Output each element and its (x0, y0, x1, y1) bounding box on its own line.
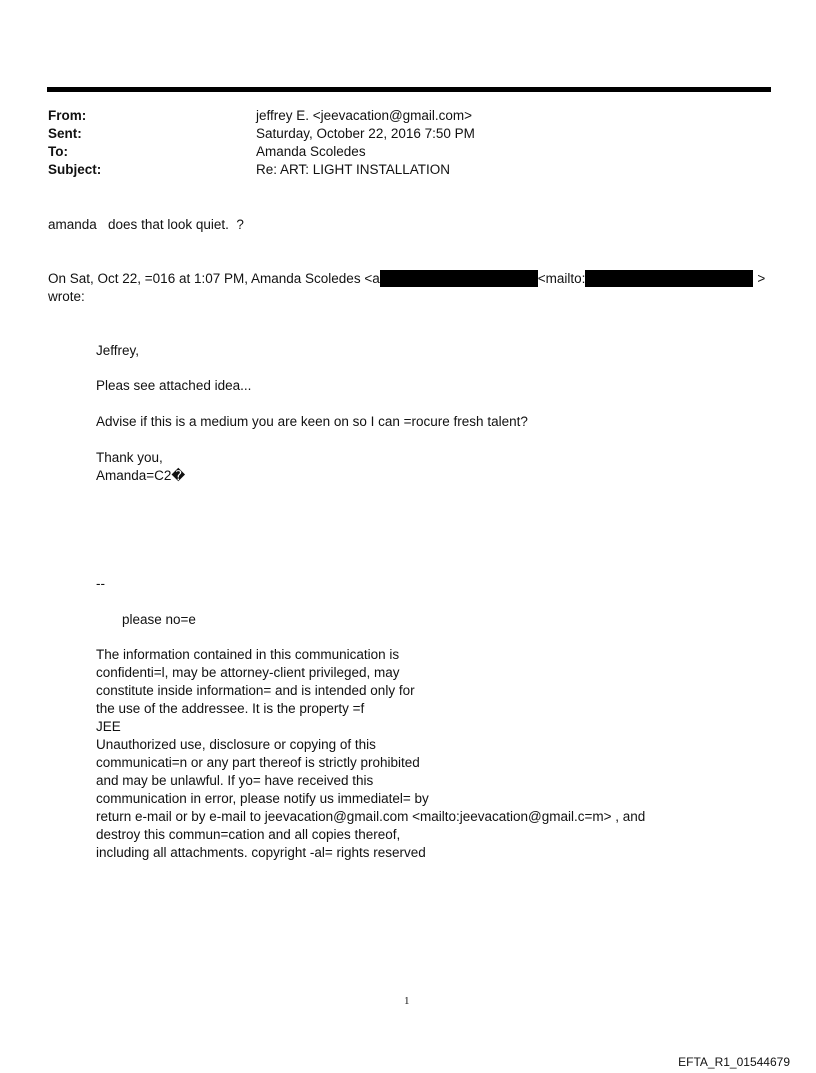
disclaimer-line: The information contained in this communication is (96, 647, 400, 662)
please-note: please no=e (122, 612, 196, 627)
message-line-1: Pleas see attached idea... (96, 378, 252, 393)
redaction-block (380, 270, 538, 287)
signature-separator: -- (96, 576, 105, 591)
disclaimer-line: communicati=n or any part thereof is strictly prohibited (96, 755, 420, 770)
email-header (48, 107, 475, 179)
disclaimer-line: including all attachments. copyright -al= rights reserved (96, 845, 426, 860)
from-label: From: (48, 108, 87, 123)
to-row (48, 143, 475, 161)
subject-label: Subject: (48, 162, 102, 177)
header-rule (47, 87, 771, 92)
redaction-block (585, 270, 753, 287)
disclaimer-line: Unauthorized use, disclosure or copying of this (96, 737, 376, 752)
quote-wrote: wrote: (48, 289, 85, 304)
disclaimer-line: confidenti=l, may be attorney-client privileged, may (96, 665, 400, 680)
sent-label: Sent: (48, 126, 82, 141)
from-value: jeffrey E. <jeevacation@gmail.com> (256, 108, 473, 123)
sent-row (48, 125, 475, 143)
message-greeting: Jeffrey, (96, 343, 140, 358)
from-row (48, 107, 475, 125)
quote-close: > (757, 271, 766, 286)
to-label: To: (48, 144, 68, 159)
page-number: 1 (404, 995, 410, 1007)
message-signature: Amanda=C2� (96, 468, 186, 483)
sent-value: Saturday, October 22, 2016 7:50 PM (256, 126, 475, 141)
quote-mailto: <mailto: (537, 271, 586, 286)
document-id: EFTA_R1_01544679 (678, 1055, 790, 1069)
disclaimer-line: return e-mail or by e-mail to jeevacation@gmail.com <mailto:jeevacation@gmail.c=m> , and (96, 809, 646, 824)
disclaimer-line: destroy this commun=cation and all copies thereof, (96, 827, 401, 842)
quote-intro (48, 270, 765, 288)
disclaimer-line: communication in error, please notify us immediatel= by (96, 791, 429, 806)
disclaimer-line: and may be unlawful. If yo= have received this (96, 773, 374, 788)
reply-text: amanda does that look quiet. ? (48, 217, 244, 232)
message-signoff: Thank you, (96, 450, 163, 465)
disclaimer-line: the use of the addressee. It is the property =f (96, 701, 365, 716)
disclaimer (96, 646, 645, 862)
subject-value: Re: ART: LIGHT INSTALLATION (256, 162, 451, 177)
to-value: Amanda Scoledes (256, 144, 366, 159)
message-line-2: Advise if this is a medium you are keen on so I can =rocure fresh talent? (96, 414, 528, 429)
subject-row (48, 161, 475, 179)
disclaimer-line: JEE (96, 719, 121, 734)
disclaimer-line: constitute inside information= and is intended only for (96, 683, 415, 698)
quote-intro-text: On Sat, Oct 22, =016 at 1:07 PM, Amanda Scoledes <a (48, 271, 380, 286)
